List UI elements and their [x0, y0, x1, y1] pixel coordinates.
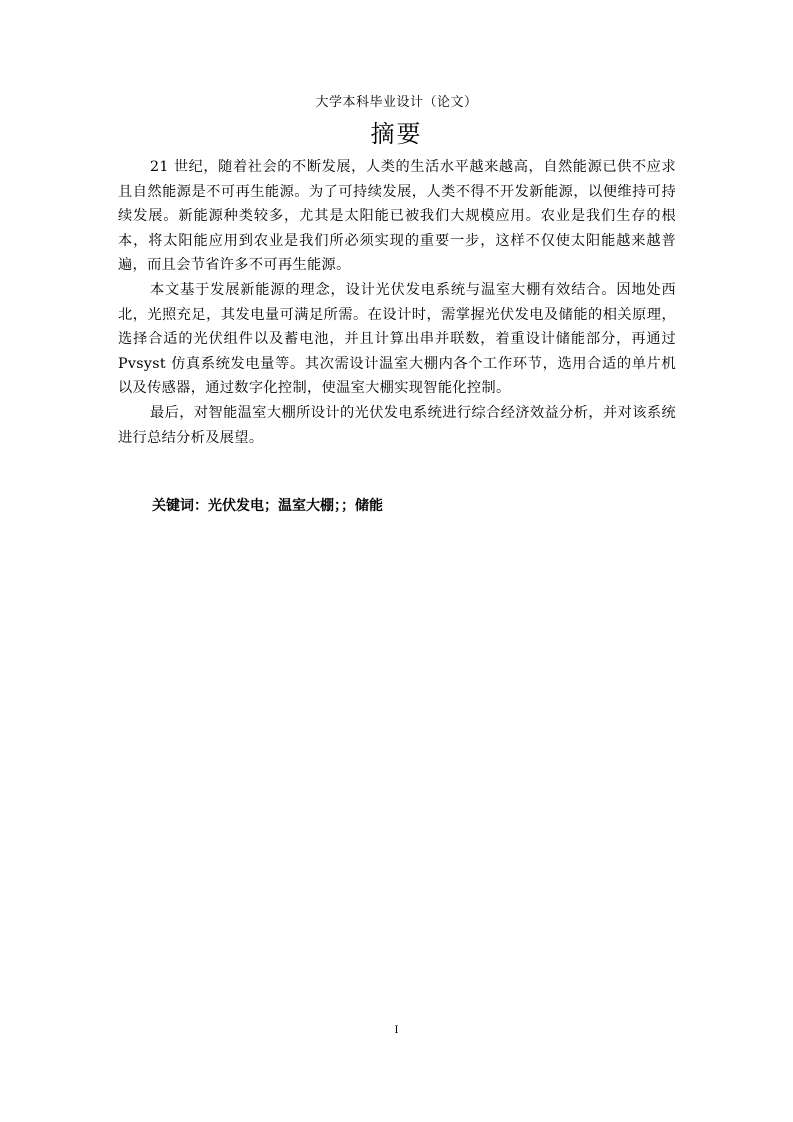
abstract-paragraph-2: 本文基于发展新能源的理念，设计光伏发电系统与温室大棚有效结合。因地处西北，光照充足，其发电量可满足所需。在设计时，需掌握光伏发电及储能的相关原理，选择合适的光伏组件以及蓄电池，并且计算出串并联数，着重设计储能部分，再通过 Pvsyst 仿真系统发电量等。其次需设计温室大棚内各个工作环节，选用合适的单片机以及传感器，通过数字化控制，使温室大棚实现智能化控制。 [118, 281, 676, 397]
page-title: 摘要 [370, 120, 423, 148]
keywords-line: 关键词：光伏发电；温室大棚；；储能 [152, 498, 383, 514]
abstract-body [118, 155, 676, 450]
abstract-paragraph-3: 最后，对智能温室大棚所设计的光伏发电系统进行综合经济效益分析，并对该系统进行总结分析及展望。 [118, 404, 676, 446]
running-header: 大学本科毕业设计（论文） [315, 95, 478, 110]
page-number: I [394, 1025, 399, 1036]
abstract-paragraph-1: 21 世纪，随着社会的不断发展，人类的生活水平越来越高，自然能源已供不应求且自然能源是不可再生能源。为了可持续发展，人类不得不开发新能源，以便维持可持续发展。新能源种类较多，尤其是太阳能已被我们大规模应用。农业是我们生存的根本，将太阳能应用到农业是我们所必须实现的重要一步，这样不仅使太阳能越来越普遍，而且会节省许多不可再生能源。 [118, 159, 676, 274]
